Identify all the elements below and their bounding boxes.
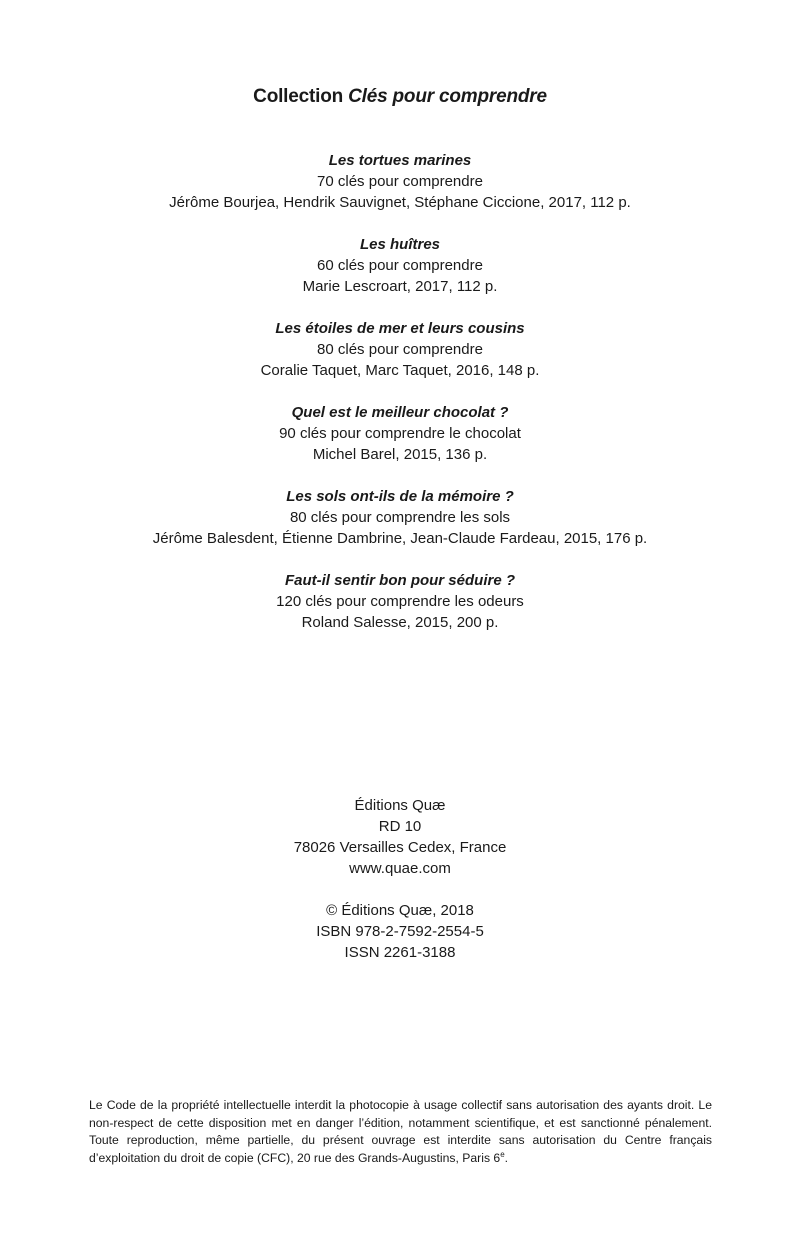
book-subtitle: 80 clés pour comprendre: [317, 341, 483, 358]
copyright-line: © Éditions Quæ, 2018: [326, 902, 474, 919]
book-title: Les huîtres: [359, 236, 441, 253]
book-entry: [0, 150, 800, 234]
book-authors: Marie Lescroart, 2017, 112 p.: [302, 278, 498, 295]
book-title: Les tortues marines: [328, 152, 472, 169]
legal-superscript: e: [500, 1149, 505, 1159]
book-subtitle: 90 clés pour comprendre le chocolat: [279, 425, 521, 442]
book-authors: Michel Barel, 2015, 136 p.: [312, 446, 488, 463]
book-subtitle: 80 clés pour comprendre les sols: [289, 509, 511, 526]
publisher-city: 78026 Versailles Cedex, France: [293, 839, 507, 856]
collection-title: [0, 86, 800, 108]
book-authors: Jérôme Balesdent, Étienne Dambrine, Jean-Claude Fardeau, 2015, 176 p.: [152, 530, 648, 547]
book-entry: [0, 570, 800, 654]
book-entry: [0, 486, 800, 570]
book-authors: Coralie Taquet, Marc Taquet, 2016, 148 p.: [260, 362, 540, 379]
book-title: Les étoiles de mer et leurs cousins: [275, 320, 525, 337]
book-list: [0, 150, 800, 654]
legal-end: .: [504, 1150, 509, 1165]
book-subtitle: 70 clés pour comprendre: [317, 173, 483, 190]
book-authors: Jérôme Bourjea, Hendrik Sauvignet, Stéphane Ciccione, 2017, 112 p.: [169, 194, 631, 211]
issn-line: ISSN 2261-3188: [344, 944, 456, 961]
book-title: Quel est le meilleur chocolat ?: [291, 404, 509, 421]
spacer: [0, 879, 800, 900]
legal-text: Le Code de la propriété intellectuelle interdit la photocopie à usage collectif sans autorisation des ayants droit. Le non-respect de cette disposition met en danger l’édition, notamment scientifique, et est sanctionné pénalement. Toute reproduction, même partielle, du présent ouvrage est interdite sans autorisation du Centre français d’exploitation du droit de copie (CFC), 20 rue des Grands-Augustins, Paris 6: [89, 1098, 712, 1165]
publisher-name: Éditions Quæ: [354, 797, 446, 814]
book-authors: Roland Salesse, 2015, 200 p.: [301, 614, 499, 631]
publisher-website: www.quae.com: [349, 860, 451, 877]
publisher-info: [0, 795, 800, 963]
book-subtitle: 120 clés pour comprendre les odeurs: [276, 593, 524, 610]
book-title: Faut-il sentir bon pour séduire ?: [284, 572, 515, 589]
book-entry: [0, 234, 800, 318]
book-entry: [0, 402, 800, 486]
collection-prefix: Collection: [253, 86, 344, 107]
book-title: Les sols ont-ils de la mémoire ?: [286, 488, 514, 505]
book-entry: [0, 318, 800, 402]
book-subtitle: 60 clés pour comprendre: [317, 257, 483, 274]
collection-name: Clés pour comprendre: [348, 86, 547, 107]
isbn-line: ISBN 978-2-7592-2554-5: [316, 923, 484, 940]
publisher-road: RD 10: [378, 818, 422, 835]
legal-notice: [89, 1097, 712, 1167]
